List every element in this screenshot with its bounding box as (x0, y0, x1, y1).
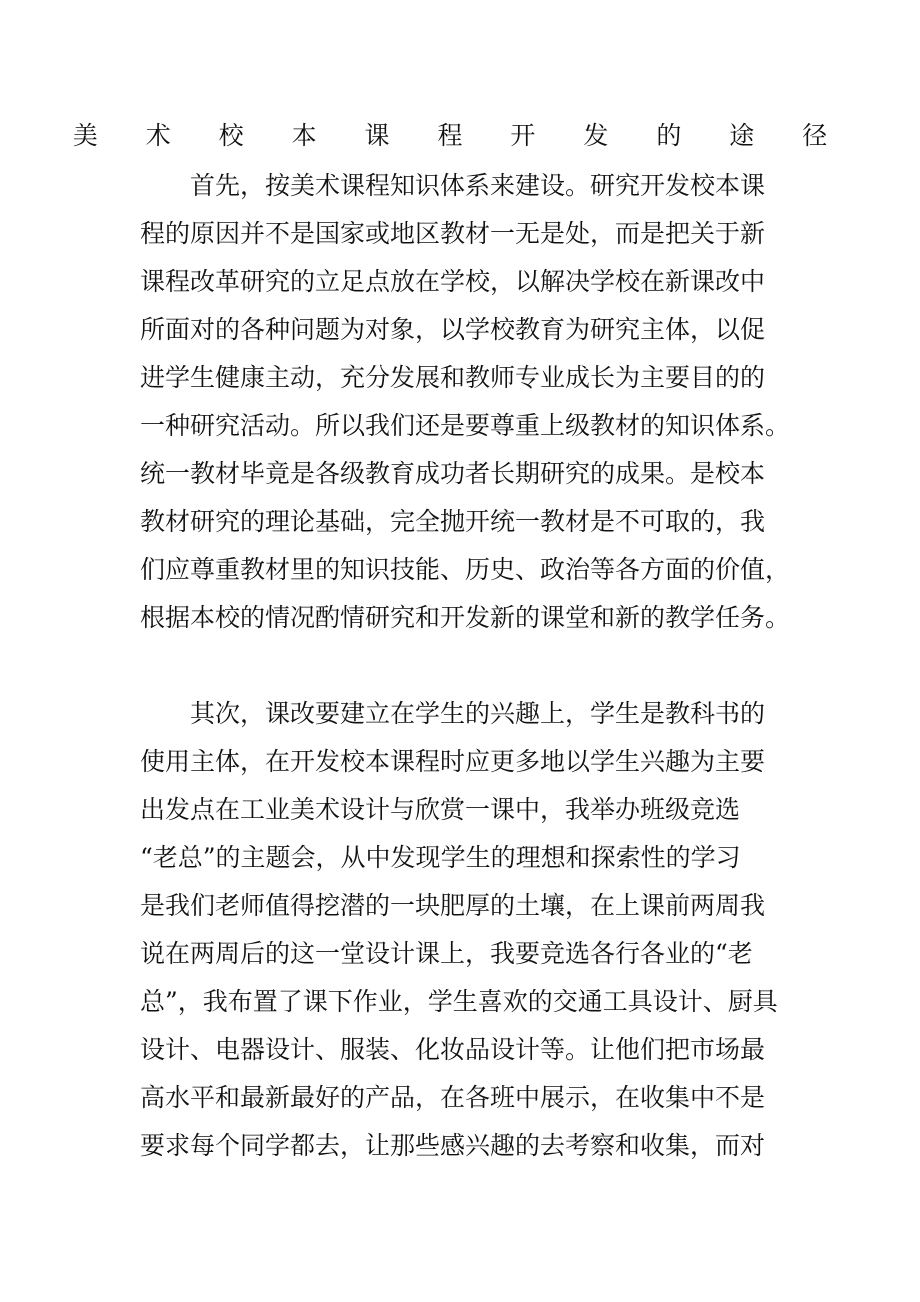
text-line: 说在两周后的这一堂设计课上，我要竞选各行各业的“老 (140, 939, 753, 968)
text-line: 总”，我布置了课下作业，学生喜欢的交通工具设计、厨具 (140, 987, 778, 1016)
text-line: 课程改革研究的立足点放在学校，以解决学校在新课改中 (140, 267, 766, 296)
text-line: 一种研究活动。所以我们还是要尊重上级教材的知识体系。 (140, 411, 791, 440)
text-line: 要求每个同学都去，让那些感兴趣的去考察和收集，而对 (140, 1131, 766, 1160)
paragraph-1 (140, 162, 791, 642)
text-line: 出发点在工业美术设计与欣赏一课中，我举办班级竞选 (140, 795, 741, 824)
paragraph-2 (140, 690, 780, 1170)
text-line: 们应尊重教材里的知识技能、历史、政治等各方面的价值， (140, 555, 791, 584)
text-line: 教材研究的理论基础，完全抛开统一教材是不可取的，我 (140, 507, 766, 536)
text-line: 所面对的各种问题为对象，以学校教育为研究主体，以促 (140, 315, 766, 344)
document-title: 美 术 校 本 课 程 开 发 的 途 径 (72, 121, 848, 150)
text-line: 高水平和最新最好的产品，在各班中展示，在收集中不是 (140, 1083, 766, 1112)
text-line: 是我们老师值得挖潜的一块肥厚的土壤，在上课前两周我 (140, 891, 766, 920)
text-line: “老总”的主题会，从中发现学生的理想和探索性的学习 (140, 843, 741, 872)
text-line: 程的原因并不是国家或地区教材一无是处，而是把关于新 (140, 219, 766, 248)
text-line: 根据本校的情况酌情研究和开发新的课堂和新的教学任务。 (140, 603, 791, 632)
text-line: 其次，课改要建立在学生的兴趣上，学生是教科书的 (190, 699, 766, 728)
text-line: 统一教材毕竟是各级教育成功者长期研究的成果。是校本 (140, 459, 766, 488)
text-line: 设计、电器设计、服装、化妆品设计等。让他们把市场最 (140, 1035, 766, 1064)
text-line: 进学生健康主动，充分发展和教师专业成长为主要目的的 (140, 363, 766, 392)
text-line: 使用主体，在开发校本课程时应更多地以学生兴趣为主要 (140, 747, 766, 776)
text-line: 首先，按美术课程知识体系来建设。研究开发校本课 (190, 171, 766, 200)
